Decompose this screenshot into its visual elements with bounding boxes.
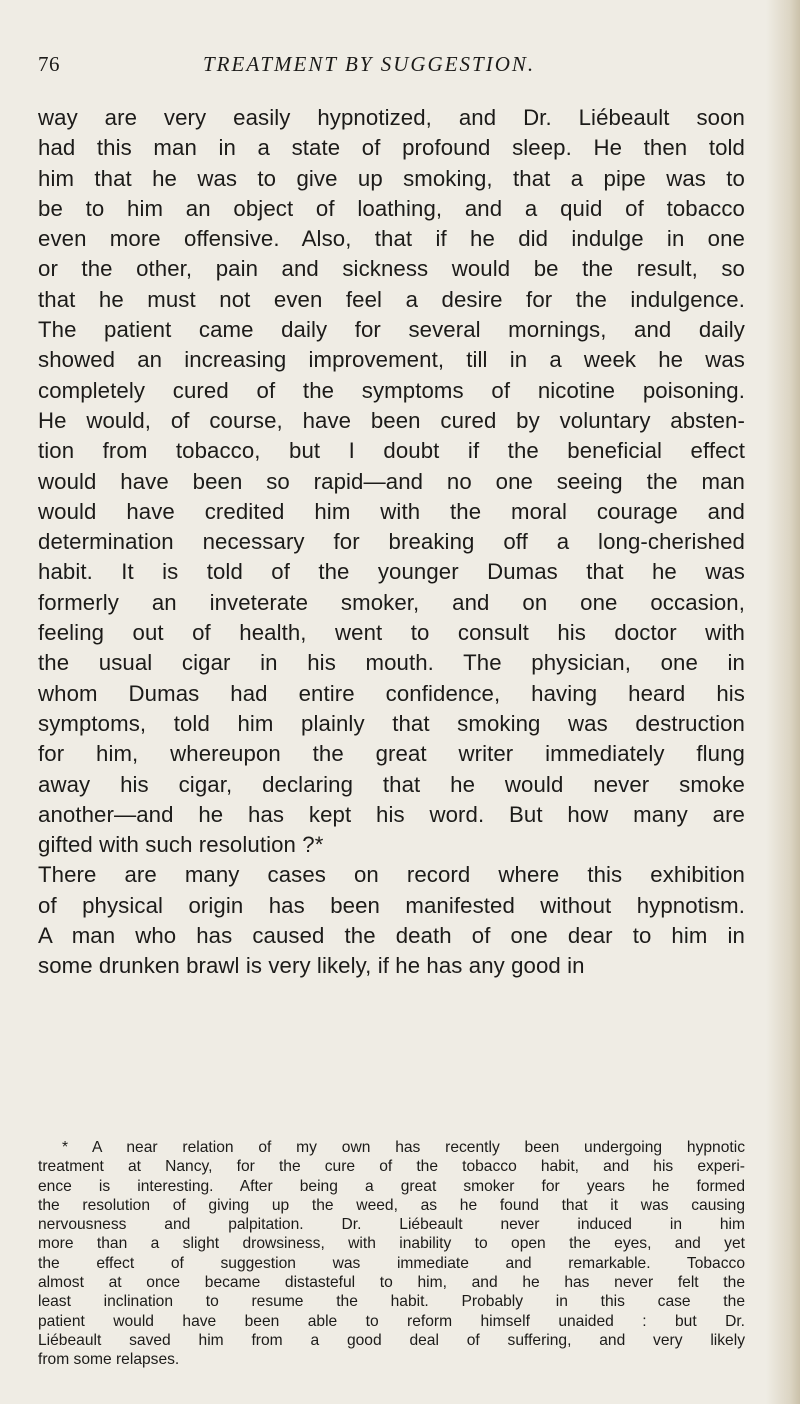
body-line: habit. It is told of the younger Dumas that he was: [38, 559, 745, 585]
body-line: completely cured of the symptoms of nicotine poisoning.: [38, 377, 745, 403]
body-line: determination necessary for breaking off a long-cherished: [38, 529, 745, 555]
footnote-line: patient would have been able to reform himself unaided : but Dr.: [38, 1312, 745, 1330]
body-line: another—and he has kept his word. But how many are: [38, 801, 745, 827]
body-line: tion from tobacco, but I doubt if the beneficial effect: [38, 438, 745, 464]
body-line: feeling out of health, went to consult his doctor with: [38, 620, 745, 646]
body-line: would have been so rapid—and no one seeing the man: [38, 468, 745, 494]
footnote-line: the effect of suggestion was immediate and remarkable. Tobacco: [38, 1254, 745, 1272]
body-line: some drunken brawl is very likely, if he has any good in: [38, 953, 585, 979]
footnote-line: Liébeault saved him from a good deal of suffering, and very likely: [38, 1331, 745, 1349]
page-edge-shadow: [766, 0, 800, 1404]
body-line: be to him an object of loathing, and a quid of tobacco: [38, 195, 745, 221]
footnote-line: almost at once became distasteful to him, and he has never felt the: [38, 1274, 745, 1292]
body-line: way are very easily hypnotized, and Dr. Liébeault soon: [38, 105, 745, 130]
body-line: would have credited him with the moral courage and: [38, 498, 745, 524]
body-line: A man who has caused the death of one dear to him in: [38, 923, 745, 949]
body-line: for him, whereupon the great writer immediately flung: [38, 741, 745, 767]
body-line: formerly an inveterate smoker, and on one occasion,: [38, 589, 745, 615]
body-line: The patient came daily for several mornings, and daily: [38, 317, 745, 343]
body-line: There are many cases on record where this exhibition: [38, 862, 745, 888]
footnote-line: the resolution of giving up the weed, as he found that it was causing: [38, 1196, 745, 1214]
footnote-line: treatment at Nancy, for the cure of the tobacco habit, and his experi-: [38, 1158, 745, 1176]
footnote: [38, 1138, 745, 1370]
body-text: [38, 103, 745, 982]
footnote-line: least inclination to resume the habit. Probably in this case the: [38, 1293, 745, 1311]
body-line: him that he was to give up smoking, that a pipe was to: [38, 165, 745, 191]
footnote-line: from some relapses.: [38, 1351, 180, 1369]
body-line: even more offensive. Also, that if he did indulge in one: [38, 226, 745, 252]
footnote-line: * A near relation of my own has recently been undergoing hypnotic: [62, 1139, 745, 1156]
footnote-line: ence is interesting. After being a great smoker for years he formed: [38, 1177, 745, 1195]
body-line: symptoms, told him plainly that smoking was destruction: [38, 710, 745, 736]
body-line: whom Dumas had entire confidence, having heard his: [38, 680, 745, 706]
body-line: that he must not even feel a desire for the indulgence.: [38, 286, 745, 312]
running-title: TREATMENT BY SUGGESTION.: [203, 52, 536, 76]
footnote-line: nervousness and palpitation. Dr. Liébeault never induced in him: [38, 1216, 745, 1234]
body-line: gifted with such resolution ?*: [38, 832, 324, 858]
footnote-line: more than a slight drowsiness, with inability to open the eyes, and yet: [38, 1235, 745, 1253]
body-line: showed an increasing improvement, till in a week he was: [38, 347, 745, 373]
body-line: of physical origin has been manifested without hypnotism.: [38, 892, 745, 918]
running-head: [38, 52, 738, 82]
body-line: away his cigar, declaring that he would never smoke: [38, 771, 745, 797]
body-line: He would, of course, have been cured by voluntary absten-: [38, 407, 745, 433]
body-line: or the other, pain and sickness would be the result, so: [38, 256, 745, 282]
page-number: 76: [38, 52, 60, 76]
body-line: the usual cigar in his mouth. The physician, one in: [38, 650, 745, 676]
body-line: had this man in a state of profound sleep. He then told: [38, 135, 745, 161]
